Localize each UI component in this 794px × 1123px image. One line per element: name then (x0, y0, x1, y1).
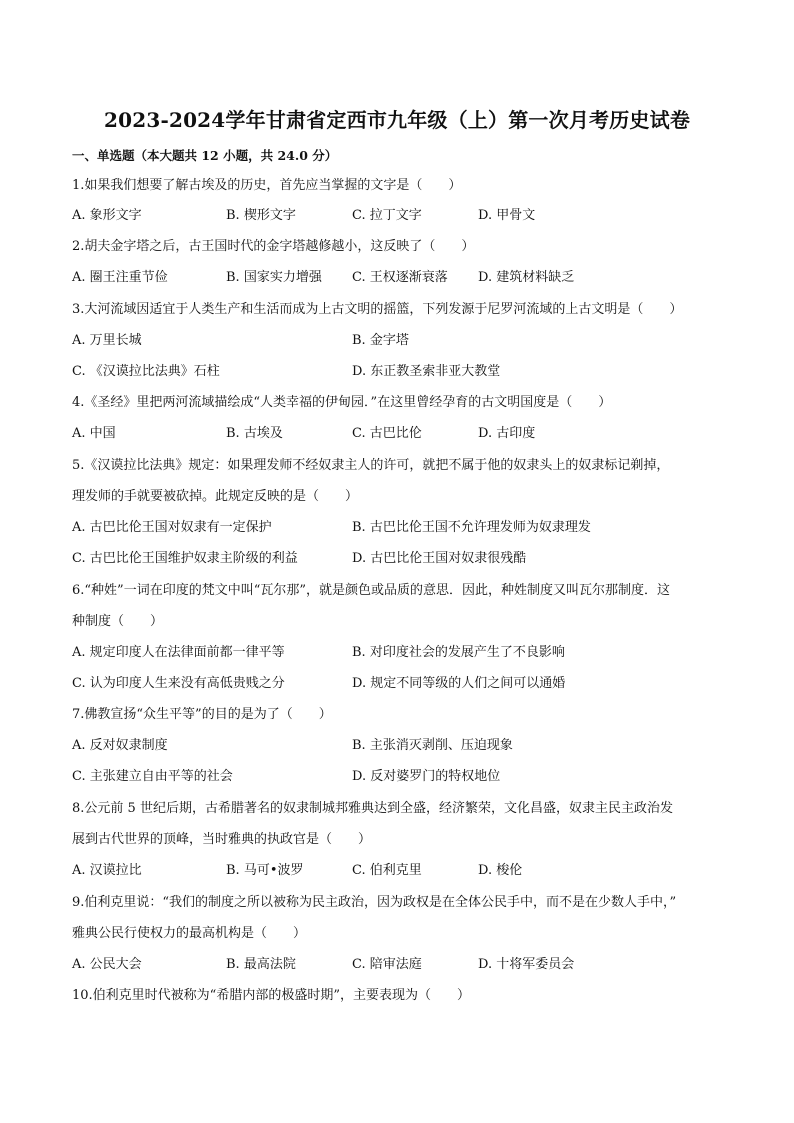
question-4: 4.《圣经》里把两河流域描绘成“人类幸福的伊甸园．”在这里曾经孕育的古文明国度是（ ） (72, 395, 612, 410)
q1-option-d: D. 甲骨文 (478, 208, 536, 223)
question-5-line-1: 5.《汉谟拉比法典》规定：如果理发师不经奴隶主人的许可，就把不属于他的奴隶头上的奴隶标记剃掉， (72, 458, 670, 473)
q9-option-d: D. 十将军委员会 (478, 957, 575, 972)
q1-option-c: C. 拉丁文字 (352, 208, 422, 223)
question-8-line-1: 8.公元前 5 世纪后期，古希腊著名的奴隶制城邦雅典达到全盛，经济繁荣，文化昌盛，奴隶主民主政治发 (72, 801, 673, 816)
question-6-line-1: 6.“种姓”一词在印度的梵文中叫“瓦尔那”，就是颜色或品质的意思．因此，种姓制度又叫瓦尔那制度．这 (72, 583, 670, 598)
q2-option-c: C. 王权逐渐衰落 (352, 270, 448, 285)
question-3: 3.大河流域因适宜于人类生产和生活而成为上古文明的摇篮，下列发源于尼罗河流域的上古文明是（ ） (72, 302, 683, 317)
q6-option-a: A. 规定印度人在法律面前都一律平等 (72, 645, 285, 660)
q5-option-b: B. 古巴比伦王国不允许理发师为奴隶理发 (352, 520, 591, 535)
q8-option-d: D. 梭伦 (478, 863, 523, 878)
q8-option-b: B. 马可•波罗 (226, 863, 304, 878)
q7-option-c: C. 主张建立自由平等的社会 (72, 769, 233, 784)
q2-option-a: A. 圈王注重节俭 (72, 270, 168, 285)
q5-option-c: C. 古巴比伦王国维护奴隶主阶级的利益 (72, 551, 298, 566)
q5-option-a: A. 古巴比伦王国对奴隶有一定保护 (72, 520, 272, 535)
q2-option-d: D. 建筑材料缺乏 (478, 270, 575, 285)
q4-option-b: B. 古埃及 (226, 426, 283, 441)
q3-option-d: D. 东正教圣索非亚大教堂 (352, 364, 501, 379)
exam-title: 2023-2024学年甘肃省定西市九年级（上）第一次月考历史试卷 (103, 108, 691, 132)
q6-option-d: D. 规定不同等级的人们之间可以通婚 (352, 676, 566, 691)
q8-option-c: C. 伯利克里 (352, 863, 422, 878)
q6-option-c: C. 认为印度人生来没有高低贵贱之分 (72, 676, 285, 691)
q3-option-c: C. 《汉谟拉比法典》石柱 (72, 364, 220, 379)
q3-option-b: B. 金字塔 (352, 333, 409, 348)
question-9-line-2: 雅典公民行使权力的最高机构是（ ） (72, 926, 307, 941)
q4-option-c: C. 古巴比伦 (352, 426, 422, 441)
q4-option-d: D. 古印度 (478, 426, 536, 441)
q4-option-a: A. 中国 (72, 426, 116, 441)
question-8-line-2: 展到古代世界的顶峰，当时雅典的执政官是（ ） (72, 832, 372, 847)
q7-option-b: B. 主张消灭剥削、压迫现象 (352, 738, 513, 753)
question-1: 1.如果我们想要了解古埃及的历史，首先应当掌握的文字是（ ） (72, 178, 462, 193)
q1-option-b: B. 楔形文字 (226, 208, 296, 223)
question-5-line-2: 理发师的手就要被砍掉。此规定反映的是（ ） (72, 489, 359, 504)
q2-option-b: B. 国家实力增强 (226, 270, 322, 285)
question-10: 10.伯利克里时代被称为“希腊内部的极盛时期”，主要表现为（ ） (72, 988, 470, 1003)
q5-option-d: D. 古巴比伦王国对奴隶很残酷 (352, 551, 527, 566)
section-heading: 一、单选题（本大题共 12 小题，共 24.0 分） (72, 148, 338, 163)
q7-option-a: A. 反对奴隶制度 (72, 738, 168, 753)
q8-option-a: A. 汉谟拉比 (72, 863, 142, 878)
q9-option-a: A. 公民大会 (72, 957, 142, 972)
q3-option-a: A. 万里长城 (72, 333, 142, 348)
question-6-line-2: 种制度（ ） (72, 614, 164, 629)
q1-option-a: A. 象形文字 (72, 208, 142, 223)
question-7: 7.佛教宣扬“众生平等”的目的是为了（ ） (72, 707, 332, 722)
q7-option-d: D. 反对婆罗门的特权地位 (352, 769, 501, 784)
q9-option-c: C. 陪审法庭 (352, 957, 422, 972)
q9-option-b: B. 最高法院 (226, 957, 296, 972)
q6-option-b: B. 对印度社会的发展产生了不良影响 (352, 645, 565, 660)
question-2: 2.胡夫金字塔之后，古王国时代的金字塔越修越小，这反映了（ ） (72, 239, 475, 254)
question-9-line-1: 9.伯利克里说：“我们的制度之所以被称为民主政治，因为政权是在全体公民手中，而不是在少数人手中，” (72, 895, 677, 910)
